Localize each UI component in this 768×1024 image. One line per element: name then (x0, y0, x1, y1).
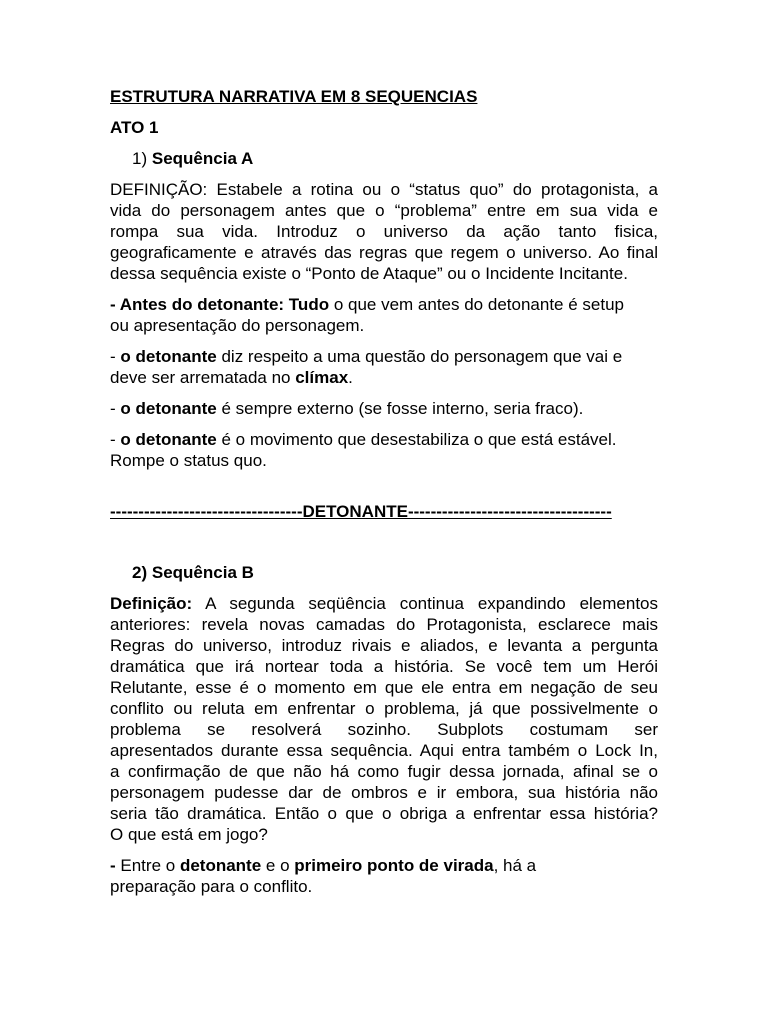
bullet-bold: primeiro ponto de virada (294, 856, 494, 875)
detonante-divider: ----------------------------------DETONANTE------------------------------------ (110, 502, 612, 521)
definition-a-line: geograficamente e através das regras que regem o universo. Ao final (110, 243, 658, 262)
bullet-text: Entre o (120, 856, 180, 875)
bullet-bold: - Antes do detonante: Tudo (110, 295, 330, 314)
bullet-text: é sempre externo (se fosse interno, seria fraco). (216, 399, 584, 418)
definition-b-label: Definição: (110, 594, 193, 613)
bullet-dash: - (110, 430, 121, 449)
bullet-dash: - (110, 399, 121, 418)
definition-a-paragraph (110, 179, 658, 284)
bullet-text: e o (261, 856, 295, 875)
bullet-line (110, 855, 658, 876)
bullet-bold: o detonante (120, 430, 217, 449)
definition-b-line: apresentados durante essa sequência. Aqui entra também o Lock In, (110, 741, 658, 760)
sequence-a-number: 1) (132, 149, 148, 168)
document-body (110, 86, 658, 907)
sequence-b-heading (132, 562, 658, 583)
act-heading: ATO 1 (110, 118, 159, 137)
document-title: ESTRUTURA NARRATIVA EM 8 SEQUENCIAS (110, 87, 478, 106)
bullet-preparation (110, 855, 658, 897)
bullet-line: preparação para o conflito. (110, 877, 313, 896)
sequence-a-label: Sequência A (151, 149, 254, 168)
sequence-b-label: Sequência B (151, 563, 254, 582)
definition-b-line: conflito ou reluta em enfrentar o problema, já que possivelmente o (110, 699, 658, 718)
bullet-line (110, 398, 658, 419)
definition-b-line: O que está em jogo? (110, 825, 268, 844)
definition-b-line: personagem pudesse dar de ombros e ir embora, sua história não (110, 783, 658, 802)
sequence-a-heading (132, 148, 658, 169)
definition-b-line: a confirmação de que não há como fugir dessa jornada, afinal se o (110, 762, 658, 781)
bullet-text: . (348, 368, 353, 387)
bullet-line: ou apresentação do personagem. (110, 316, 365, 335)
bullet-detonante-movement (110, 429, 658, 471)
bullet-before-detonante (110, 294, 658, 336)
definition-a-line: vida do personagem antes que o “problema” entre em sua vida e (110, 201, 658, 220)
bullet-line (110, 367, 658, 388)
bullet-bold: o detonante (120, 399, 217, 418)
bullet-bold: o detonante (120, 347, 217, 366)
bullet-line (110, 294, 658, 315)
bullet-line (110, 429, 658, 450)
bullet-bold: detonante (179, 856, 262, 875)
bullet-text: é o movimento que desestabiliza o que está estável. (216, 430, 617, 449)
bullet-detonante-external (110, 398, 658, 419)
definition-b-line: problema se resolverá sozinho. Subplots costumam ser (110, 720, 658, 739)
bullet-detonante-question (110, 346, 658, 388)
bullet-dash: - (110, 347, 121, 366)
definition-a-line: DEFINIÇÃO: Estabele a rotina ou o “status quo” do protagonista, a (110, 180, 658, 199)
definition-b-line (110, 593, 658, 614)
definition-b-line: Regras do universo, introduz rivais e aliados, e levanta a pergunta (110, 636, 658, 655)
definition-b-line: Relutante, esse é o momento em que ele entra em negação de seu (110, 678, 658, 697)
bullet-line (110, 346, 658, 367)
sequence-b-number: 2) (132, 563, 148, 582)
bullet-text: deve ser arrematada no (110, 368, 296, 387)
definition-b-text: A segunda seqüência continua expandindo elementos (192, 594, 658, 613)
bullet-text: , há a (493, 856, 537, 875)
definition-b-line: seria tão dramática. Então o que o obriga a enfrentar essa história? (110, 804, 658, 823)
definition-b-line: anteriores: revela novas camadas do Protagonista, esclarece mais (110, 615, 658, 634)
bullet-line: Rompe o status quo. (110, 451, 267, 470)
definition-a-line: rompa sua vida. Introduz o universo da ação tanto fisica, (110, 222, 658, 241)
bullet-bold: clímax (295, 368, 349, 387)
definition-b-paragraph (110, 593, 658, 845)
bullet-text: o que vem antes do detonante é setup (329, 295, 624, 314)
bullet-text: diz respeito a uma questão do personagem que vai e (216, 347, 623, 366)
definition-a-line: dessa sequência existe o “Ponto de Ataque” ou o Incidente Incitante. (110, 264, 628, 283)
bullet-dash: - (110, 856, 121, 875)
definition-b-line: dramática que irá nortear toda a história. Se você tem um Herói (110, 657, 658, 676)
